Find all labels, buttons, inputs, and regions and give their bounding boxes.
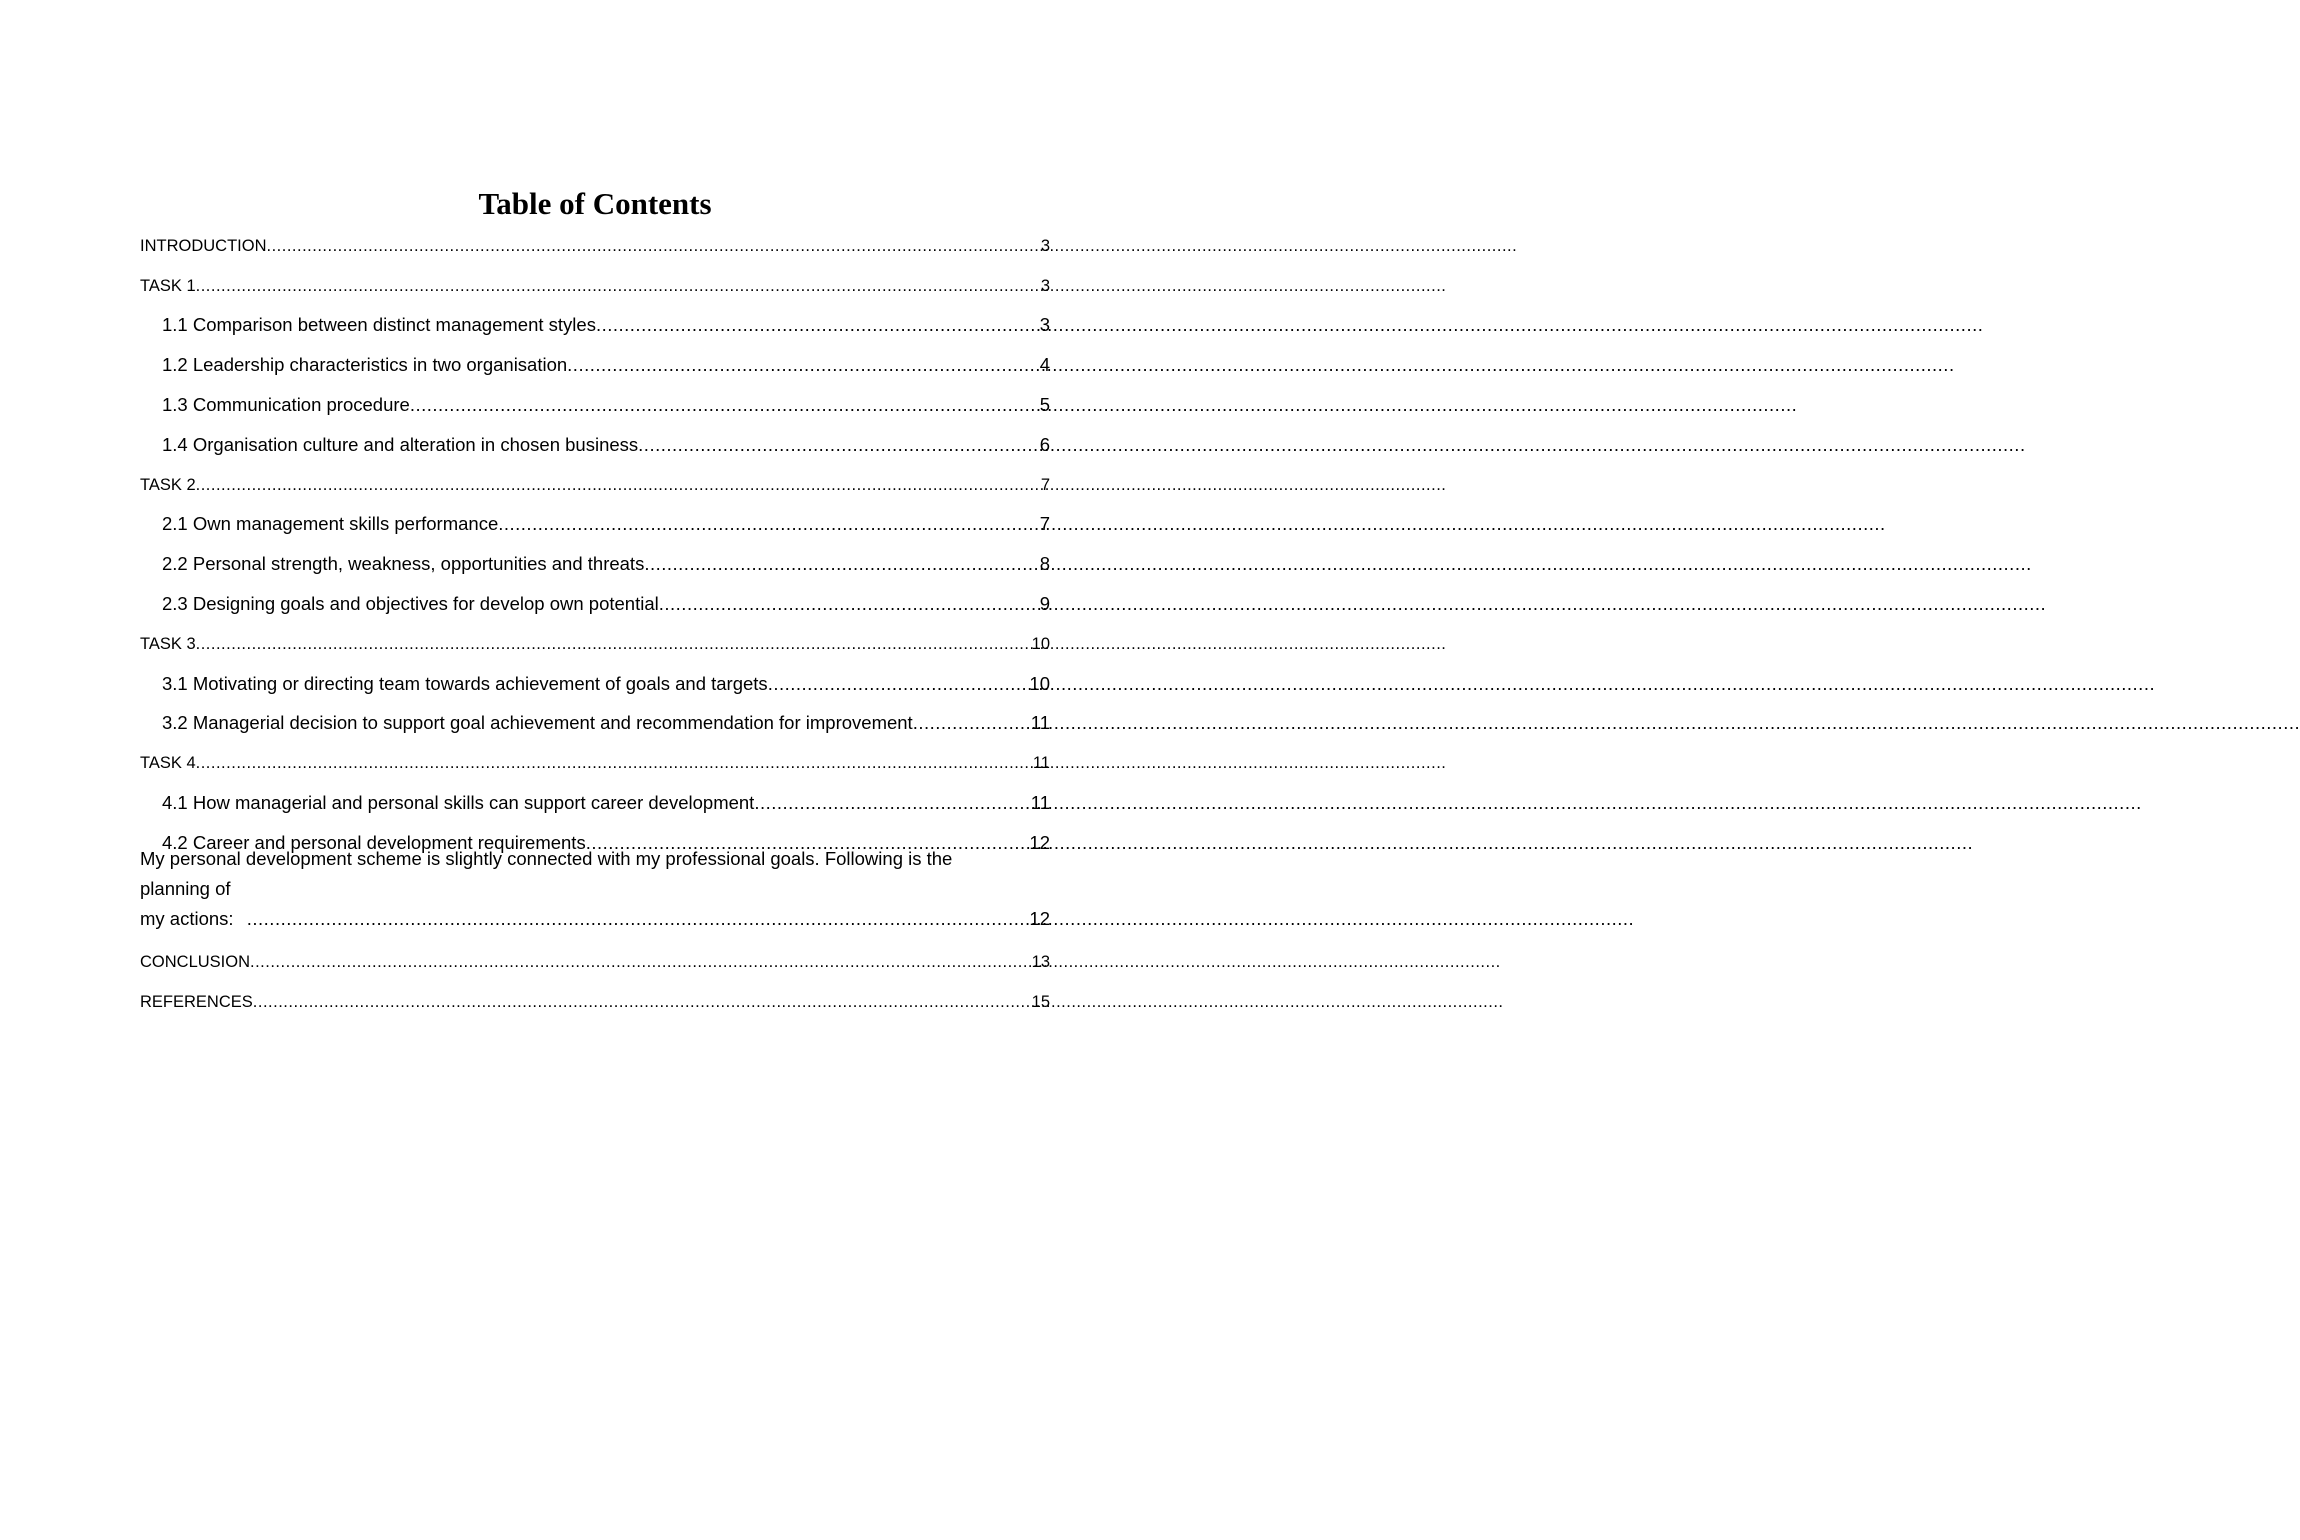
toc-leader-dots [267, 234, 1041, 258]
toc-entry-text: CONCLUSION [140, 953, 251, 972]
toc-page-number: 3 [1039, 314, 1050, 336]
toc-page-number: 11 [1030, 712, 1050, 734]
toc-leader-dots [410, 393, 1040, 417]
toc-page-number: 8 [1039, 553, 1050, 575]
toc-page-number: 13 [1031, 953, 1050, 972]
toc-entry-task-4[interactable] [140, 744, 1050, 784]
toc-leader-dots [644, 552, 1039, 576]
toc-entry-text: 4.2 Career and personal development requirements [162, 831, 586, 853]
toc-entry-2-2[interactable] [140, 545, 1050, 585]
toc-leader-dots [638, 433, 1040, 457]
toc-entry-4-1[interactable] [140, 784, 1050, 824]
toc-entry-text: 1.3 Communication procedure [162, 393, 410, 415]
toc-entry-text: 3.1 Motivating or directing team towards achievement of goals and targets [162, 672, 768, 694]
toc-entry-text: 1.4 Organisation culture and alteration in chosen business [162, 433, 639, 455]
toc-leader-dots [659, 592, 1040, 616]
toc-leader-dots [196, 751, 1033, 775]
toc-entry-introduction[interactable] [140, 227, 1050, 267]
toc-entry-text: 1.2 Leadership characteristics in two organisation [162, 354, 568, 376]
toc-page-number: 3 [1040, 276, 1050, 295]
toc-page-number: 10 [1031, 634, 1050, 653]
toc-entry-conclusion[interactable] [140, 943, 1050, 983]
toc-entry-text: TASK 1 [140, 276, 196, 295]
toc-entry-3-2[interactable] [140, 705, 1050, 745]
toc-entry-text-line2: planning of my actions: [140, 878, 234, 930]
toc-entry-3-1[interactable] [140, 665, 1050, 705]
toc-list [140, 227, 1050, 1023]
toc-entry-text: 3.2 Managerial decision to support goal achievement and recommendation for improvement [162, 712, 913, 734]
toc-page-number: 6 [1039, 433, 1050, 455]
toc-page-number: 11 [1030, 791, 1050, 813]
toc-leader-dots [567, 353, 1040, 377]
toc-entry-text: 1.1 Comparison between distinct management styles [162, 314, 596, 336]
toc-leader-dots [247, 904, 1030, 934]
toc-page-number: 5 [1039, 393, 1050, 415]
toc-entry-text: TASK 3 [140, 634, 196, 653]
toc-page-number: 9 [1039, 592, 1050, 614]
toc-page-number: 12 [1029, 831, 1050, 853]
toc-entry-1-4[interactable] [140, 426, 1050, 466]
page-title: Table of Contents [478, 186, 712, 221]
toc-entry-text: 2.3 Designing goals and objectives for develop own potential [162, 592, 659, 614]
toc-leader-dots [196, 632, 1032, 656]
toc-leader-dots [253, 990, 1032, 1014]
toc-page-number: 12 [1029, 908, 1050, 930]
toc-entry-text: INTRODUCTION [140, 236, 267, 255]
toc-entry-text: TASK 2 [140, 475, 196, 494]
toc-page-number: 11 [1032, 754, 1050, 773]
toc-entry-multiline [140, 844, 1050, 934]
toc-leader-dots [768, 672, 1030, 696]
toc-entry-text-line1: My personal development scheme is slightly connected with my professional goals. Following is the [140, 848, 953, 870]
toc-page-number: 15 [1031, 992, 1050, 1011]
toc-entry-1-3[interactable] [140, 386, 1050, 426]
toc-entry-text: TASK 4 [140, 754, 196, 773]
toc-leader-dots [596, 313, 1040, 337]
toc-leader-dots [498, 512, 1039, 536]
toc-entry-2-1[interactable] [140, 506, 1050, 546]
toc-entry-text: 4.1 How managerial and personal skills can support career development [162, 791, 755, 813]
toc-page-number: 10 [1029, 672, 1050, 694]
toc-entry-2-3[interactable] [140, 585, 1050, 625]
toc-entry-text: 2.1 Own management skills performance [162, 513, 499, 535]
toc-page-number: 7 [1039, 513, 1050, 535]
toc-leader-dots [196, 473, 1041, 497]
toc-entry-personal-development[interactable] [140, 848, 1050, 944]
toc-page-number: 7 [1040, 475, 1050, 494]
toc-entry-text: 2.2 Personal strength, weakness, opportunities and threats [162, 553, 645, 575]
toc-entry-1-2[interactable] [140, 346, 1050, 386]
toc-entry-text: REFERENCES [140, 992, 253, 1011]
toc-entry-line2 [140, 874, 1050, 934]
toc-leader-dots [250, 950, 1032, 974]
toc-leader-dots [913, 711, 1031, 735]
toc-entry-task-1[interactable] [140, 267, 1050, 307]
toc-entry-task-3[interactable] [140, 625, 1050, 665]
toc-leader-dots [754, 791, 1030, 815]
toc-page-number: 3 [1040, 236, 1050, 255]
toc-entry-references[interactable] [140, 983, 1050, 1023]
toc-entry-1-1[interactable] [140, 307, 1050, 347]
toc-entry-task-2[interactable] [140, 466, 1050, 506]
toc-leader-dots [196, 274, 1041, 298]
toc-page-number: 4 [1039, 354, 1050, 376]
